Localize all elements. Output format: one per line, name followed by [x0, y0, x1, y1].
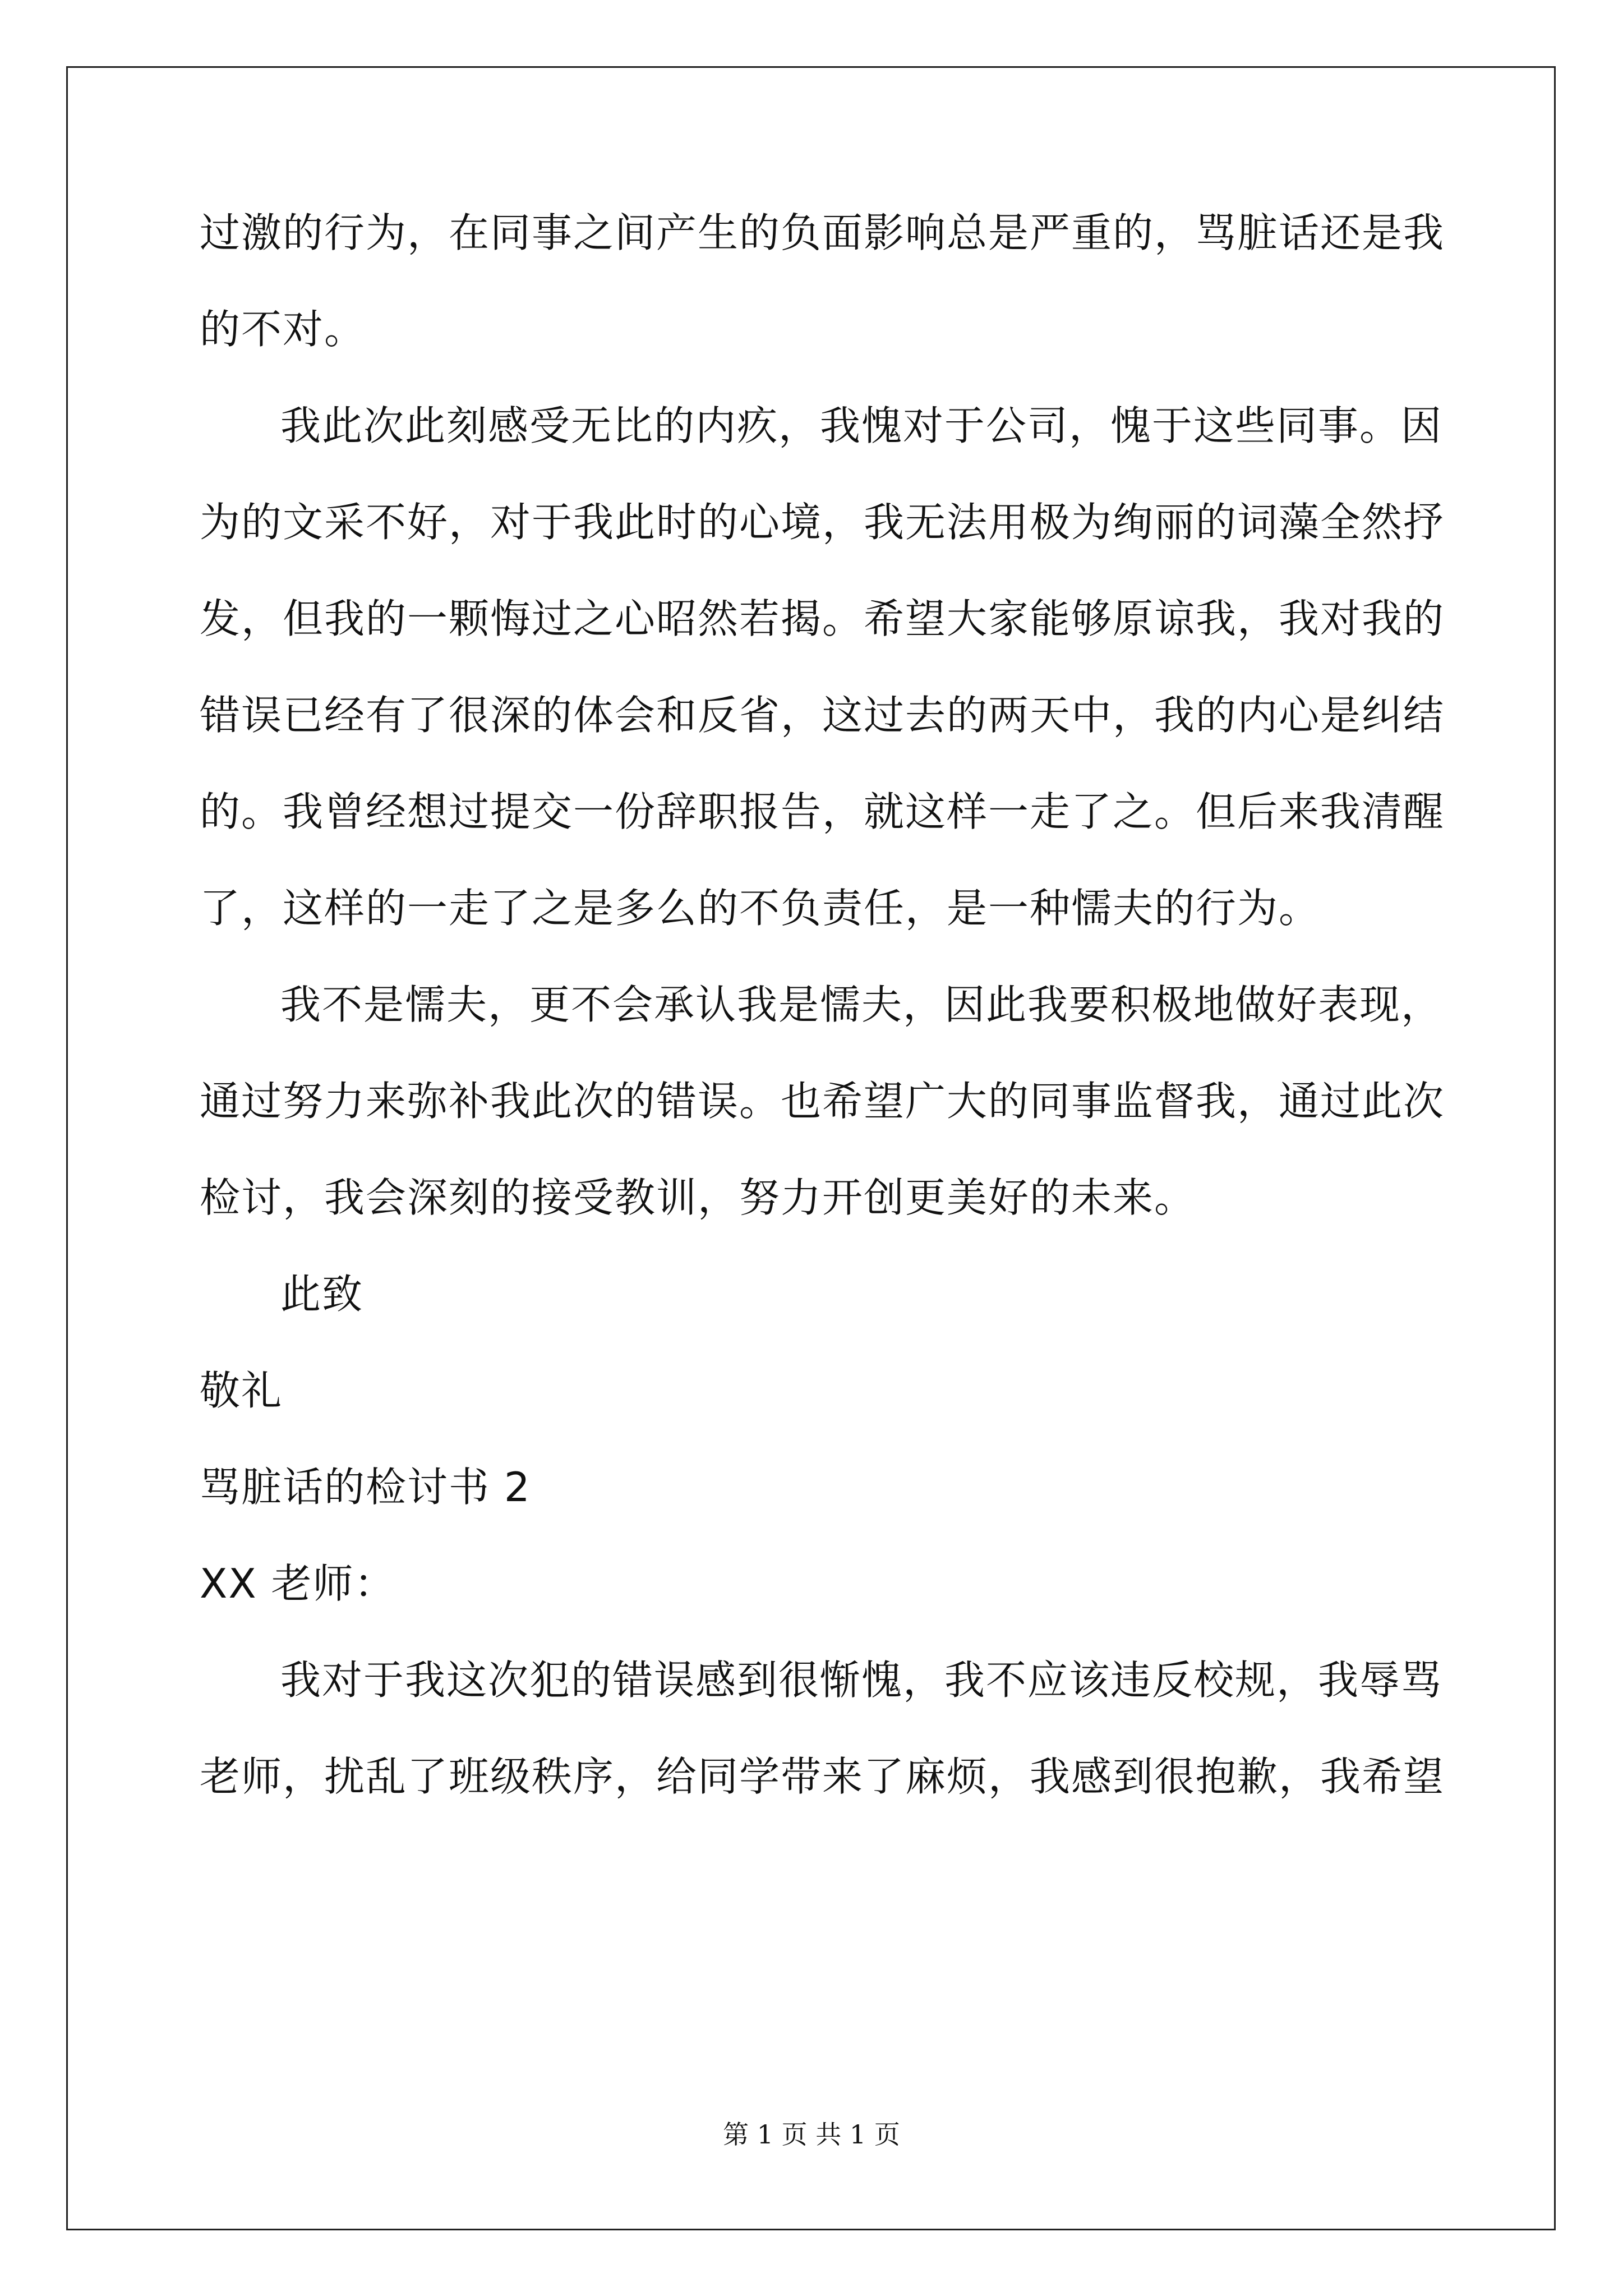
- text-line: 我此次此刻感受无比的内疚，我愧对于公司，愧于这些同事。因: [280, 402, 1443, 449]
- section-title: 骂脏话的检讨书 2: [200, 1464, 531, 1511]
- text-line: 为的文采不好，对于我此时的心境，我无法用极为绚丽的词藻全然抒: [200, 499, 1445, 546]
- closing-regards: 敬礼: [200, 1367, 283, 1414]
- text-line: 了，这样的一走了之是多么的不负责任，是一种懦夫的行为。: [200, 885, 1321, 932]
- addressee: XX 老师：: [200, 1560, 396, 1607]
- text-line: 老师，扰乱了班级秩序，给同学带来了麻烦，我感到很抱歉，我希望: [200, 1753, 1445, 1800]
- text-line: 发，但我的一颗悔过之心昭然若揭。希望大家能够原谅我，我对我的: [200, 595, 1445, 642]
- text-line: 我不是懦夫，更不会承认我是懦夫，因此我要积极地做好表现，: [280, 981, 1443, 1028]
- text-line: 错误已经有了很深的体会和反省，这过去的两天中，我的内心是纠结: [200, 692, 1445, 739]
- text-line: 通过努力来弥补我此次的错误。也希望广大的同事监督我，通过此次: [200, 1078, 1445, 1125]
- page-border: [66, 66, 1556, 2230]
- closing-salutation: 此致: [280, 1271, 364, 1318]
- text-line: 的。我曾经想过提交一份辞职报告，就这样一走了之。但后来我清醒: [200, 788, 1445, 835]
- page-footer: 第 1 页 共 1 页: [723, 2119, 900, 2150]
- text-line: 的不对。: [200, 306, 366, 353]
- text-line: 检讨，我会深刻的接受教训，努力开创更美好的未来。: [200, 1174, 1196, 1221]
- text-line: 我对于我这次犯的错误感到很惭愧，我不应该违反校规，我辱骂: [280, 1657, 1443, 1704]
- text-line: 过激的行为，在同事之间产生的负面影响总是严重的，骂脏话还是我: [200, 209, 1445, 256]
